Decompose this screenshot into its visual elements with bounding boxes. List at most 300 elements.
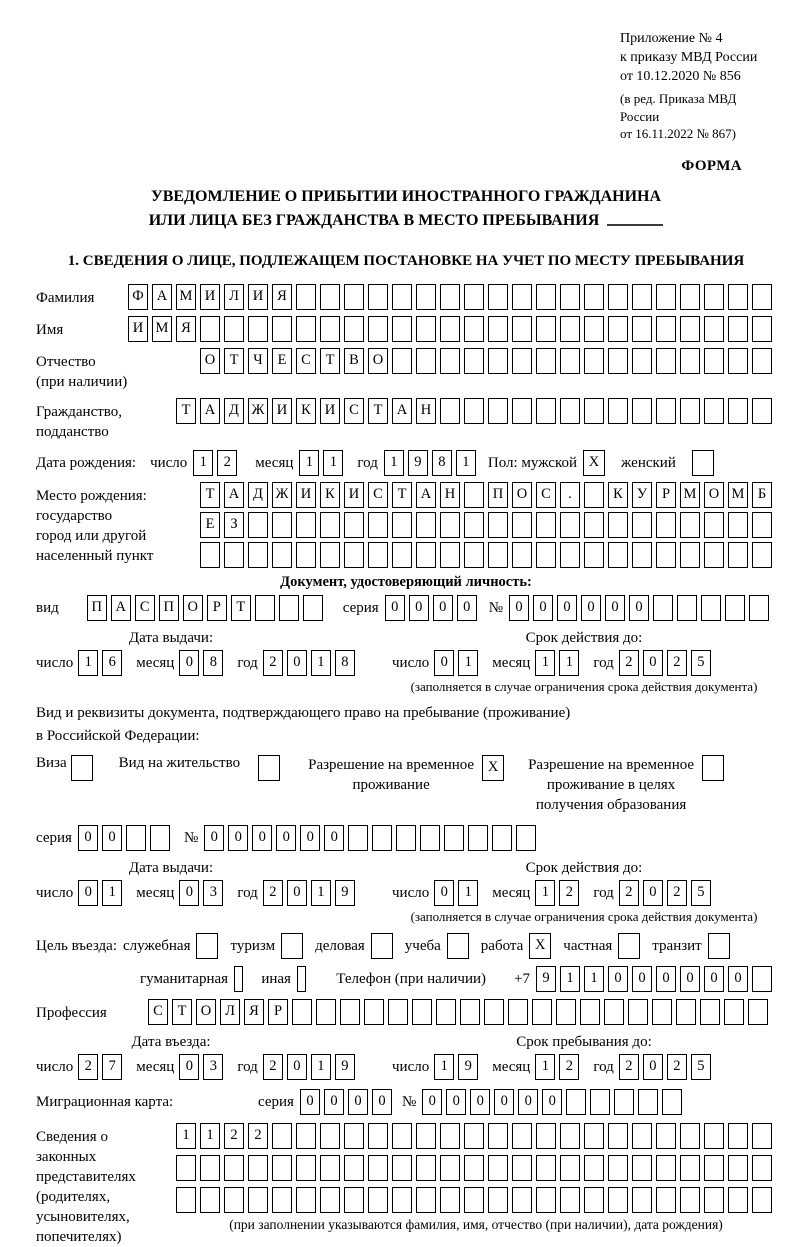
- char-box[interactable]: 2: [224, 1123, 244, 1149]
- char-box[interactable]: [488, 1187, 508, 1213]
- char-box[interactable]: [680, 512, 700, 538]
- char-box[interactable]: [608, 1155, 628, 1181]
- char-box[interactable]: [580, 999, 600, 1025]
- purpose-tranzit-checkbox[interactable]: [708, 933, 730, 959]
- char-box[interactable]: [344, 316, 364, 342]
- char-box[interactable]: [536, 316, 556, 342]
- char-box[interactable]: [677, 595, 697, 621]
- char-box[interactable]: [224, 1187, 244, 1213]
- char-box[interactable]: 0: [457, 595, 477, 621]
- char-box[interactable]: С: [148, 999, 168, 1025]
- char-box[interactable]: 0: [372, 1089, 392, 1115]
- char-box[interactable]: [725, 595, 745, 621]
- char-box[interactable]: [296, 1187, 316, 1213]
- char-box[interactable]: [296, 1155, 316, 1181]
- char-box[interactable]: .: [560, 482, 580, 508]
- char-box[interactable]: [464, 284, 484, 310]
- char-box[interactable]: 3: [203, 1054, 223, 1080]
- char-box[interactable]: [608, 1123, 628, 1149]
- char-box[interactable]: 5: [691, 880, 711, 906]
- char-box[interactable]: И: [344, 482, 364, 508]
- char-box[interactable]: [440, 512, 460, 538]
- char-box[interactable]: 0: [433, 595, 453, 621]
- char-box[interactable]: [272, 316, 292, 342]
- gender-female-checkbox[interactable]: [692, 450, 714, 476]
- char-box[interactable]: [416, 284, 436, 310]
- char-box[interactable]: [200, 1187, 220, 1213]
- char-box[interactable]: 1: [535, 1054, 555, 1080]
- char-box[interactable]: 0: [728, 966, 748, 992]
- char-box[interactable]: [728, 398, 748, 424]
- char-box[interactable]: М: [680, 482, 700, 508]
- char-box[interactable]: 0: [557, 595, 577, 621]
- char-box[interactable]: 0: [643, 1054, 663, 1080]
- char-box[interactable]: 0: [643, 880, 663, 906]
- char-box[interactable]: [464, 316, 484, 342]
- char-box[interactable]: [488, 1123, 508, 1149]
- char-box[interactable]: 2: [78, 1054, 98, 1080]
- char-box[interactable]: А: [152, 284, 172, 310]
- char-box[interactable]: И: [296, 482, 316, 508]
- char-box[interactable]: [632, 316, 652, 342]
- char-box[interactable]: 1: [434, 1054, 454, 1080]
- char-box[interactable]: Р: [207, 595, 227, 621]
- char-box[interactable]: [272, 1123, 292, 1149]
- char-box[interactable]: [752, 348, 772, 374]
- char-box[interactable]: [200, 542, 220, 568]
- char-box[interactable]: [638, 1089, 658, 1115]
- char-box[interactable]: [608, 316, 628, 342]
- char-box[interactable]: 0: [179, 650, 199, 676]
- char-box[interactable]: [392, 284, 412, 310]
- char-box[interactable]: 0: [287, 650, 307, 676]
- char-box[interactable]: 0: [300, 1089, 320, 1115]
- char-box[interactable]: [728, 348, 748, 374]
- char-box[interactable]: [584, 1155, 604, 1181]
- char-box[interactable]: [752, 1123, 772, 1149]
- char-box[interactable]: [608, 398, 628, 424]
- char-box[interactable]: [176, 1187, 196, 1213]
- char-box[interactable]: [320, 542, 340, 568]
- char-box[interactable]: [656, 398, 676, 424]
- char-box[interactable]: [392, 1123, 412, 1149]
- char-box[interactable]: 2: [619, 1054, 639, 1080]
- char-box[interactable]: [440, 348, 460, 374]
- char-box[interactable]: [320, 316, 340, 342]
- char-box[interactable]: [656, 1123, 676, 1149]
- char-box[interactable]: [728, 1123, 748, 1149]
- char-box[interactable]: [628, 999, 648, 1025]
- char-box[interactable]: [656, 284, 676, 310]
- char-box[interactable]: З: [224, 512, 244, 538]
- char-box[interactable]: 8: [335, 650, 355, 676]
- char-box[interactable]: [392, 1187, 412, 1213]
- char-box[interactable]: [536, 1155, 556, 1181]
- char-box[interactable]: Я: [244, 999, 264, 1025]
- char-box[interactable]: 0: [656, 966, 676, 992]
- char-box[interactable]: [608, 542, 628, 568]
- char-box[interactable]: [416, 348, 436, 374]
- char-box[interactable]: [348, 825, 368, 851]
- char-box[interactable]: [440, 316, 460, 342]
- char-box[interactable]: Ч: [248, 348, 268, 374]
- char-box[interactable]: [752, 1155, 772, 1181]
- char-box[interactable]: 0: [494, 1089, 514, 1115]
- purpose-ucheba-checkbox[interactable]: [447, 933, 469, 959]
- char-box[interactable]: [752, 966, 772, 992]
- char-box[interactable]: О: [196, 999, 216, 1025]
- purpose-delovaya-checkbox[interactable]: [371, 933, 393, 959]
- char-box[interactable]: [614, 1089, 634, 1115]
- char-box[interactable]: 8: [203, 650, 223, 676]
- char-box[interactable]: [632, 542, 652, 568]
- char-box[interactable]: 0: [348, 1089, 368, 1115]
- char-box[interactable]: Л: [224, 284, 244, 310]
- char-box[interactable]: [440, 398, 460, 424]
- char-box[interactable]: 2: [263, 1054, 283, 1080]
- char-box[interactable]: Т: [176, 398, 196, 424]
- char-box[interactable]: [704, 348, 724, 374]
- char-box[interactable]: 2: [619, 880, 639, 906]
- char-box[interactable]: 0: [287, 1054, 307, 1080]
- char-box[interactable]: С: [344, 398, 364, 424]
- char-box[interactable]: [416, 542, 436, 568]
- char-box[interactable]: М: [152, 316, 172, 342]
- char-box[interactable]: [508, 999, 528, 1025]
- char-box[interactable]: Ж: [248, 398, 268, 424]
- char-box[interactable]: [704, 542, 724, 568]
- char-box[interactable]: [368, 512, 388, 538]
- char-box[interactable]: 9: [536, 966, 556, 992]
- char-box[interactable]: [460, 999, 480, 1025]
- char-box[interactable]: 0: [102, 825, 122, 851]
- char-box[interactable]: [560, 512, 580, 538]
- char-box[interactable]: 1: [535, 880, 555, 906]
- char-box[interactable]: [662, 1089, 682, 1115]
- char-box[interactable]: А: [392, 398, 412, 424]
- char-box[interactable]: [584, 512, 604, 538]
- char-box[interactable]: [272, 1187, 292, 1213]
- char-box[interactable]: 1: [559, 650, 579, 676]
- char-box[interactable]: [368, 316, 388, 342]
- char-box[interactable]: [728, 284, 748, 310]
- char-box[interactable]: [752, 1187, 772, 1213]
- char-box[interactable]: [608, 1187, 628, 1213]
- char-box[interactable]: 0: [533, 595, 553, 621]
- char-box[interactable]: [656, 316, 676, 342]
- char-box[interactable]: А: [416, 482, 436, 508]
- char-box[interactable]: [560, 284, 580, 310]
- char-box[interactable]: Р: [268, 999, 288, 1025]
- char-box[interactable]: И: [272, 398, 292, 424]
- char-box[interactable]: 1: [78, 650, 98, 676]
- char-box[interactable]: Ж: [272, 482, 292, 508]
- char-box[interactable]: [656, 348, 676, 374]
- char-box[interactable]: [255, 595, 275, 621]
- char-box[interactable]: 0: [542, 1089, 562, 1115]
- char-box[interactable]: [464, 482, 484, 508]
- char-box[interactable]: [368, 1123, 388, 1149]
- char-box[interactable]: [488, 284, 508, 310]
- char-box[interactable]: И: [248, 284, 268, 310]
- char-box[interactable]: [536, 512, 556, 538]
- char-box[interactable]: [608, 284, 628, 310]
- char-box[interactable]: [296, 512, 316, 538]
- char-box[interactable]: Т: [368, 398, 388, 424]
- char-box[interactable]: 1: [311, 1054, 331, 1080]
- char-box[interactable]: 0: [252, 825, 272, 851]
- purpose-chastnaya-checkbox[interactable]: [618, 933, 640, 959]
- char-box[interactable]: 0: [204, 825, 224, 851]
- char-box[interactable]: [584, 348, 604, 374]
- char-box[interactable]: [704, 398, 724, 424]
- char-box[interactable]: [752, 542, 772, 568]
- char-box[interactable]: 1: [560, 966, 580, 992]
- char-box[interactable]: 0: [632, 966, 652, 992]
- char-box[interactable]: О: [512, 482, 532, 508]
- char-box[interactable]: 3: [203, 880, 223, 906]
- char-box[interactable]: [344, 1123, 364, 1149]
- char-box[interactable]: [560, 542, 580, 568]
- char-box[interactable]: [440, 1187, 460, 1213]
- char-box[interactable]: [272, 512, 292, 538]
- purpose-sluzhebnaya-checkbox[interactable]: [196, 933, 218, 959]
- char-box[interactable]: С: [296, 348, 316, 374]
- char-box[interactable]: 9: [458, 1054, 478, 1080]
- char-box[interactable]: [464, 1123, 484, 1149]
- char-box[interactable]: К: [296, 398, 316, 424]
- char-box[interactable]: [584, 482, 604, 508]
- char-box[interactable]: [532, 999, 552, 1025]
- char-box[interactable]: [372, 825, 392, 851]
- char-box[interactable]: [320, 284, 340, 310]
- char-box[interactable]: 1: [176, 1123, 196, 1149]
- char-box[interactable]: Т: [231, 595, 251, 621]
- char-box[interactable]: [704, 284, 724, 310]
- char-box[interactable]: [464, 398, 484, 424]
- char-box[interactable]: 0: [179, 1054, 199, 1080]
- char-box[interactable]: 0: [680, 966, 700, 992]
- char-box[interactable]: 0: [422, 1089, 442, 1115]
- char-box[interactable]: [680, 398, 700, 424]
- char-box[interactable]: [368, 542, 388, 568]
- char-box[interactable]: [656, 542, 676, 568]
- char-box[interactable]: [464, 542, 484, 568]
- char-box[interactable]: П: [159, 595, 179, 621]
- char-box[interactable]: [488, 348, 508, 374]
- char-box[interactable]: [536, 284, 556, 310]
- char-box[interactable]: 6: [102, 650, 122, 676]
- char-box[interactable]: [512, 512, 532, 538]
- char-box[interactable]: 0: [78, 880, 98, 906]
- char-box[interactable]: [468, 825, 488, 851]
- char-box[interactable]: 0: [434, 880, 454, 906]
- char-box[interactable]: [248, 316, 268, 342]
- char-box[interactable]: [248, 542, 268, 568]
- char-box[interactable]: [444, 825, 464, 851]
- char-box[interactable]: [272, 542, 292, 568]
- temp-residence-permit-checkbox[interactable]: X: [482, 755, 504, 781]
- char-box[interactable]: [512, 398, 532, 424]
- char-box[interactable]: 2: [263, 880, 283, 906]
- char-box[interactable]: [292, 999, 312, 1025]
- purpose-gumanitarnaya-checkbox[interactable]: [234, 966, 243, 992]
- char-box[interactable]: 1: [458, 650, 478, 676]
- edu-residence-permit-checkbox[interactable]: [702, 755, 724, 781]
- char-box[interactable]: 1: [456, 450, 476, 476]
- char-box[interactable]: [436, 999, 456, 1025]
- char-box[interactable]: О: [200, 348, 220, 374]
- residence-permit-checkbox[interactable]: [258, 755, 280, 781]
- char-box[interactable]: 1: [535, 650, 555, 676]
- char-box[interactable]: Т: [224, 348, 244, 374]
- char-box[interactable]: А: [111, 595, 131, 621]
- char-box[interactable]: [396, 825, 416, 851]
- char-box[interactable]: О: [183, 595, 203, 621]
- char-box[interactable]: [680, 348, 700, 374]
- char-box[interactable]: [320, 1187, 340, 1213]
- char-box[interactable]: [416, 1123, 436, 1149]
- char-box[interactable]: 1: [458, 880, 478, 906]
- char-box[interactable]: [488, 316, 508, 342]
- char-box[interactable]: Л: [220, 999, 240, 1025]
- char-box[interactable]: [512, 316, 532, 342]
- char-box[interactable]: [440, 284, 460, 310]
- char-box[interactable]: И: [128, 316, 148, 342]
- char-box[interactable]: [584, 284, 604, 310]
- char-box[interactable]: Т: [200, 482, 220, 508]
- char-box[interactable]: [728, 316, 748, 342]
- char-box[interactable]: [296, 1123, 316, 1149]
- char-box[interactable]: [296, 542, 316, 568]
- char-box[interactable]: 9: [335, 880, 355, 906]
- char-box[interactable]: 1: [200, 1123, 220, 1149]
- char-box[interactable]: [279, 595, 299, 621]
- char-box[interactable]: [560, 316, 580, 342]
- char-box[interactable]: 2: [248, 1123, 268, 1149]
- char-box[interactable]: [416, 512, 436, 538]
- char-box[interactable]: [584, 1187, 604, 1213]
- char-box[interactable]: [680, 542, 700, 568]
- char-box[interactable]: [248, 1155, 268, 1181]
- char-box[interactable]: 0: [434, 650, 454, 676]
- char-box[interactable]: 2: [667, 1054, 687, 1080]
- purpose-rabota-checkbox[interactable]: X: [529, 933, 551, 959]
- char-box[interactable]: [656, 1187, 676, 1213]
- char-box[interactable]: Я: [176, 316, 196, 342]
- char-box[interactable]: [488, 542, 508, 568]
- char-box[interactable]: 7: [102, 1054, 122, 1080]
- char-box[interactable]: 2: [217, 450, 237, 476]
- char-box[interactable]: [368, 284, 388, 310]
- char-box[interactable]: [344, 1155, 364, 1181]
- char-box[interactable]: [388, 999, 408, 1025]
- char-box[interactable]: [680, 1187, 700, 1213]
- char-box[interactable]: [752, 316, 772, 342]
- char-box[interactable]: [536, 542, 556, 568]
- char-box[interactable]: В: [344, 348, 364, 374]
- char-box[interactable]: [440, 1123, 460, 1149]
- char-box[interactable]: [126, 825, 146, 851]
- char-box[interactable]: [701, 595, 721, 621]
- char-box[interactable]: [416, 316, 436, 342]
- char-box[interactable]: [590, 1089, 610, 1115]
- char-box[interactable]: [680, 1123, 700, 1149]
- char-box[interactable]: [512, 348, 532, 374]
- purpose-inaya-checkbox[interactable]: [297, 966, 306, 992]
- char-box[interactable]: [632, 348, 652, 374]
- char-box[interactable]: [464, 512, 484, 538]
- char-box[interactable]: [368, 1187, 388, 1213]
- char-box[interactable]: 2: [619, 650, 639, 676]
- char-box[interactable]: 0: [446, 1089, 466, 1115]
- char-box[interactable]: [516, 825, 536, 851]
- char-box[interactable]: Н: [416, 398, 436, 424]
- char-box[interactable]: [584, 1123, 604, 1149]
- char-box[interactable]: 2: [263, 650, 283, 676]
- char-box[interactable]: [728, 512, 748, 538]
- char-box[interactable]: [392, 542, 412, 568]
- char-box[interactable]: [584, 542, 604, 568]
- char-box[interactable]: Т: [392, 482, 412, 508]
- char-box[interactable]: [728, 1155, 748, 1181]
- char-box[interactable]: [200, 316, 220, 342]
- char-box[interactable]: 0: [324, 1089, 344, 1115]
- char-box[interactable]: [632, 1123, 652, 1149]
- char-box[interactable]: [512, 1187, 532, 1213]
- char-box[interactable]: [303, 595, 323, 621]
- char-box[interactable]: 0: [518, 1089, 538, 1115]
- char-box[interactable]: [512, 284, 532, 310]
- char-box[interactable]: У: [632, 482, 652, 508]
- purpose-turizm-checkbox[interactable]: [281, 933, 303, 959]
- char-box[interactable]: М: [176, 284, 196, 310]
- char-box[interactable]: [752, 398, 772, 424]
- char-box[interactable]: [484, 999, 504, 1025]
- char-box[interactable]: [316, 999, 336, 1025]
- char-box[interactable]: [224, 542, 244, 568]
- char-box[interactable]: 0: [605, 595, 625, 621]
- char-box[interactable]: О: [704, 482, 724, 508]
- char-box[interactable]: [224, 1155, 244, 1181]
- char-box[interactable]: [176, 1155, 196, 1181]
- char-box[interactable]: [676, 999, 696, 1025]
- char-box[interactable]: [704, 1123, 724, 1149]
- char-box[interactable]: [488, 1155, 508, 1181]
- char-box[interactable]: [344, 542, 364, 568]
- char-box[interactable]: 0: [300, 825, 320, 851]
- char-box[interactable]: П: [488, 482, 508, 508]
- char-box[interactable]: 1: [193, 450, 213, 476]
- char-box[interactable]: [440, 1155, 460, 1181]
- gender-male-checkbox[interactable]: X: [583, 450, 605, 476]
- char-box[interactable]: [584, 316, 604, 342]
- char-box[interactable]: 2: [667, 650, 687, 676]
- char-box[interactable]: 5: [691, 1054, 711, 1080]
- char-box[interactable]: Р: [656, 482, 676, 508]
- char-box[interactable]: [632, 1187, 652, 1213]
- char-box[interactable]: [560, 348, 580, 374]
- char-box[interactable]: 0: [704, 966, 724, 992]
- char-box[interactable]: [584, 398, 604, 424]
- char-box[interactable]: [512, 1123, 532, 1149]
- char-box[interactable]: П: [87, 595, 107, 621]
- char-box[interactable]: [488, 512, 508, 538]
- char-box[interactable]: И: [320, 398, 340, 424]
- char-box[interactable]: 0: [287, 880, 307, 906]
- char-box[interactable]: [488, 398, 508, 424]
- char-box[interactable]: [440, 542, 460, 568]
